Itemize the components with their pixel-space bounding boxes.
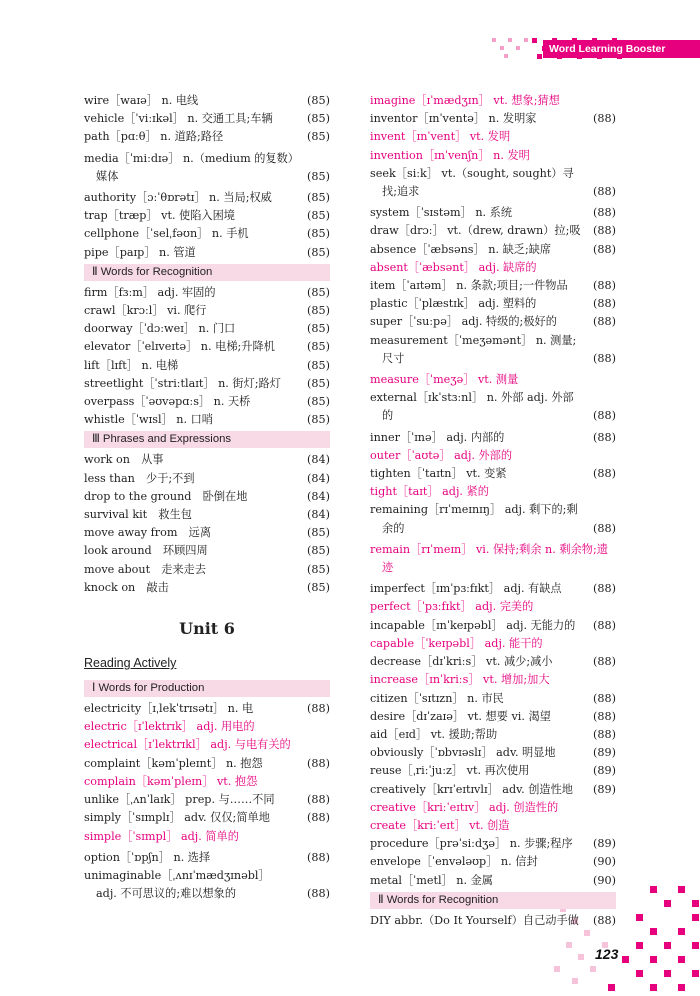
phrase-entry: look around 环顾四周 (85) — [84, 544, 330, 558]
vocab-entry: cellphone［ˈselˌfəʊn］ n. 手机 (85) — [84, 227, 330, 241]
vocab-entry: lift［lɪft］ n. 电梯 (85) — [84, 358, 330, 372]
phrase-entry: move away from 远离 (85) — [84, 526, 330, 540]
vocab-entry: remaining［rɪˈmeɪnɪŋ］ adj. 剩下的;剩余的 (88) — [370, 503, 616, 535]
vocab-entry: path［pɑːθ］ n. 道路;路径 (85) — [84, 130, 330, 144]
vocab-list — [370, 92, 616, 890]
vocab-entry: vehicle［ˈviːɪkəl］ n. 交通工具;车辆 (85) — [84, 112, 330, 126]
vocab-entry: wire［waɪə］ n. 电线 (85) — [84, 94, 330, 107]
vocab-entry: draw［drɔː］ vt.（drew, drawn）拉;吸 (88) — [370, 224, 616, 238]
page-number: 123 — [595, 946, 619, 962]
vocab-entry: crawl［krɔːl］ vi. 爬行 (85) — [84, 304, 330, 318]
vocab-entry: reuse［ˌriːˈjuːz］ vt. 再次使用 (89) — [370, 764, 616, 778]
vocab-entry: system［ˈsɪstəm］ n. 系统 (88) — [370, 206, 616, 220]
vocab-entry: citizen［ˈsɪtɪzn］ n. 市民 (88) — [370, 691, 616, 705]
phrase-entry: work on 从事 (84) — [84, 453, 330, 467]
vocab-entry: tighten［ˈtaɪtn］ vt. 变紧 (88) — [370, 467, 616, 481]
derived-word-entry: invention［ɪnˈvenʃn］ n. 发明 — [370, 148, 530, 162]
vocab-entry: measurement［ˈmeʒəmənt］ n. 测量;尺寸 (88) — [370, 333, 616, 365]
vocab-entry: pipe［paɪp］ n. 管道 (85) — [84, 245, 330, 259]
vocab-entry: whistle［ˈwɪsl］ n. 口哨 (85) — [84, 413, 330, 427]
vocab-list — [84, 92, 330, 262]
derived-word-entry: measure［ˈmeʒə］ vt. 测量 — [370, 373, 519, 387]
left-column — [84, 92, 330, 903]
vocab-entry: streetlight［ˈstriːtlaɪt］ n. 街灯;路灯 (85) — [84, 376, 330, 390]
vocab-entry: DIY abbr.（Do It Yourself）自己动手做 (88) — [370, 913, 616, 927]
vocab-entry: option［ˈɒpʃn］ n. 选择 (88) — [84, 850, 330, 864]
section-header-production: Ⅰ Words for Production — [84, 680, 330, 697]
vocab-entry: creatively［krɪˈeɪtɪvlɪ］ adv. 创造性地 (89) — [370, 782, 616, 796]
vocab-entry: authority［ɔːˈθɒrətɪ］ n. 当局;权威 (85) — [84, 191, 330, 205]
phrase-list — [84, 451, 330, 597]
phrase-entry: survival kit 救生包 (84) — [84, 508, 330, 522]
derived-word-entry: absent［ˈæbsənt］ adj. 缺席的 — [370, 260, 537, 274]
vocab-entry: procedure［prəˈsiːdʒə］ n. 步骤;程序 (89) — [370, 837, 616, 851]
derived-word-entry: perfect［ˈpɜːfɪkt］ adj. 完美的 — [370, 600, 534, 614]
vocab-entry: obviously［ˈɒbvɪəslɪ］ adv. 明显地 (89) — [370, 746, 616, 760]
derived-word-entry: electric［ɪˈlektrɪk］ adj. 用电的 — [84, 720, 255, 734]
vocab-entry: incapable［ɪnˈkeɪpəbl］ adj. 无能力的 (88) — [370, 618, 616, 632]
vocab-entry: plastic［ˈplæstɪk］ adj. 塑料的 (88) — [370, 297, 616, 311]
section-header-recognition: Ⅱ Words for Recognition — [84, 264, 330, 281]
section-header-recognition: Ⅱ Words for Recognition — [370, 892, 616, 909]
derived-word-entry: invent［ɪnˈvent］ vt. 发明 — [370, 130, 511, 144]
vocab-entry: complaint［kəmˈpleɪnt］ n. 抱怨 (88) — [84, 756, 330, 770]
phrase-entry: less than 少于;不到 (84) — [84, 471, 330, 485]
derived-word-entry: simple［ˈsɪmpl］ adj. 简单的 — [84, 829, 239, 843]
vocab-entry: simply［ˈsɪmplɪ］ adv. 仅仅;简单地 (88) — [84, 811, 330, 825]
vocab-entry: electricity［ɪˌlekˈtrɪsətɪ］ n. 电 (88) — [84, 702, 330, 716]
derived-word-entry: electrical［ɪˈlektrɪkl］ adj. 与电有关的 — [84, 738, 291, 752]
phrase-entry: drop to the ground 卧倒在地 (84) — [84, 489, 330, 503]
vocab-entry: unimaginable［ˌʌnɪˈmædʒɪnəbl］ adj. 不可思议的;难以想象的 (88) — [84, 868, 330, 901]
section-header-phrases: Ⅲ Phrases and Expressions — [84, 431, 330, 448]
vocab-entry: external［ɪkˈstɜːnl］ n. 外部 adj. 外部的 (88) — [370, 391, 616, 423]
derived-word-entry: creative［kriːˈeɪtɪv］ adj. 创造性的 — [370, 800, 559, 814]
vocab-entry: envelope［ˈenvələʊp］ n. 信封 (90) — [370, 855, 616, 869]
vocab-entry: seek［siːk］ vt.（sought, sought）寻找;追求 (88) — [370, 166, 616, 199]
vocab-entry: desire［dɪˈzaɪə］ vt. 想要 vi. 渴望 (88) — [370, 709, 616, 723]
unit-title: Unit 6 — [179, 619, 235, 639]
right-column — [370, 92, 616, 930]
vocab-entry: doorway［ˈdɔːweɪ］ n. 门口 (85) — [84, 322, 330, 336]
vocab-entry: inner［ˈɪnə］ adj. 内部的 (88) — [370, 430, 616, 444]
derived-word-entry: increase［ɪnˈkriːs］ vt. 增加;加大 — [370, 673, 550, 687]
derived-word-entry: complain［kəmˈpleɪn］ vt. 抱怨 — [84, 774, 258, 788]
vocab-entry: media［ˈmiːdɪə］ n.（medium 的复数）媒体 (85) — [84, 151, 330, 183]
header-banner: Word Learning Booster — [543, 40, 700, 58]
derived-word-entry: imagine［ɪˈmædʒɪn］ vt. 想象;猜想 — [370, 94, 560, 107]
reading-actively-heading: Reading Actively — [84, 656, 177, 671]
derived-word-entry: create［kriːˈeɪt］ vt. 创造 — [370, 818, 510, 832]
derived-word-entry: capable［ˈkeɪpəbl］ adj. 能干的 — [370, 636, 543, 650]
vocab-entry: firm［fɜːm］ adj. 牢固的 (85) — [84, 285, 330, 299]
phrase-entry: knock on 敲击 (85) — [84, 580, 330, 594]
vocab-entry: absence［ˈæbsəns］ n. 缺乏;缺席 (88) — [370, 242, 616, 256]
derived-word-entry: tight［taɪt］ adj. 紧的 — [370, 485, 489, 499]
phrase-entry: move about 走来走去 (85) — [84, 562, 330, 576]
vocab-list — [84, 700, 330, 903]
vocab-entry: imperfect［ɪmˈpɜːfɪkt］ adj. 有缺点 (88) — [370, 582, 616, 596]
derived-word-entry: outer［ˈaʊtə］ adj. 外部的 — [370, 448, 513, 462]
derived-word-entry: remain［rɪˈmeɪn］ vi. 保持;剩余 n. 剩余物;遗迹 — [370, 542, 608, 575]
vocab-entry: unlike［ˌʌnˈlaɪk］ prep. 与……不同 (88) — [84, 793, 330, 807]
vocab-entry: item［ˈaɪtəm］ n. 条款;项目;一件物品 (88) — [370, 279, 616, 293]
vocab-entry: super［ˈsuːpə］ adj. 特级的;极好的 (88) — [370, 315, 616, 329]
vocab-list — [84, 284, 330, 430]
vocab-entry: inventor［ɪnˈventə］ n. 发明家 (88) — [370, 112, 616, 126]
vocab-entry: trap［træp］ vt. 使陷入困境 (85) — [84, 209, 330, 223]
vocab-entry: elevator［ˈelɪveɪtə］ n. 电梯;升降机 (85) — [84, 340, 330, 354]
vocab-entry: aid［eɪd］ vt. 援助;帮助 (88) — [370, 727, 616, 741]
vocab-entry: overpass［ˈəʊvəpɑːs］ n. 天桥 (85) — [84, 395, 330, 409]
vocab-entry: decrease［dɪˈkriːs］ vt. 减少;减小 (88) — [370, 655, 616, 669]
vocab-entry: metal［ˈmetl］ n. 金属 (90) — [370, 873, 616, 887]
